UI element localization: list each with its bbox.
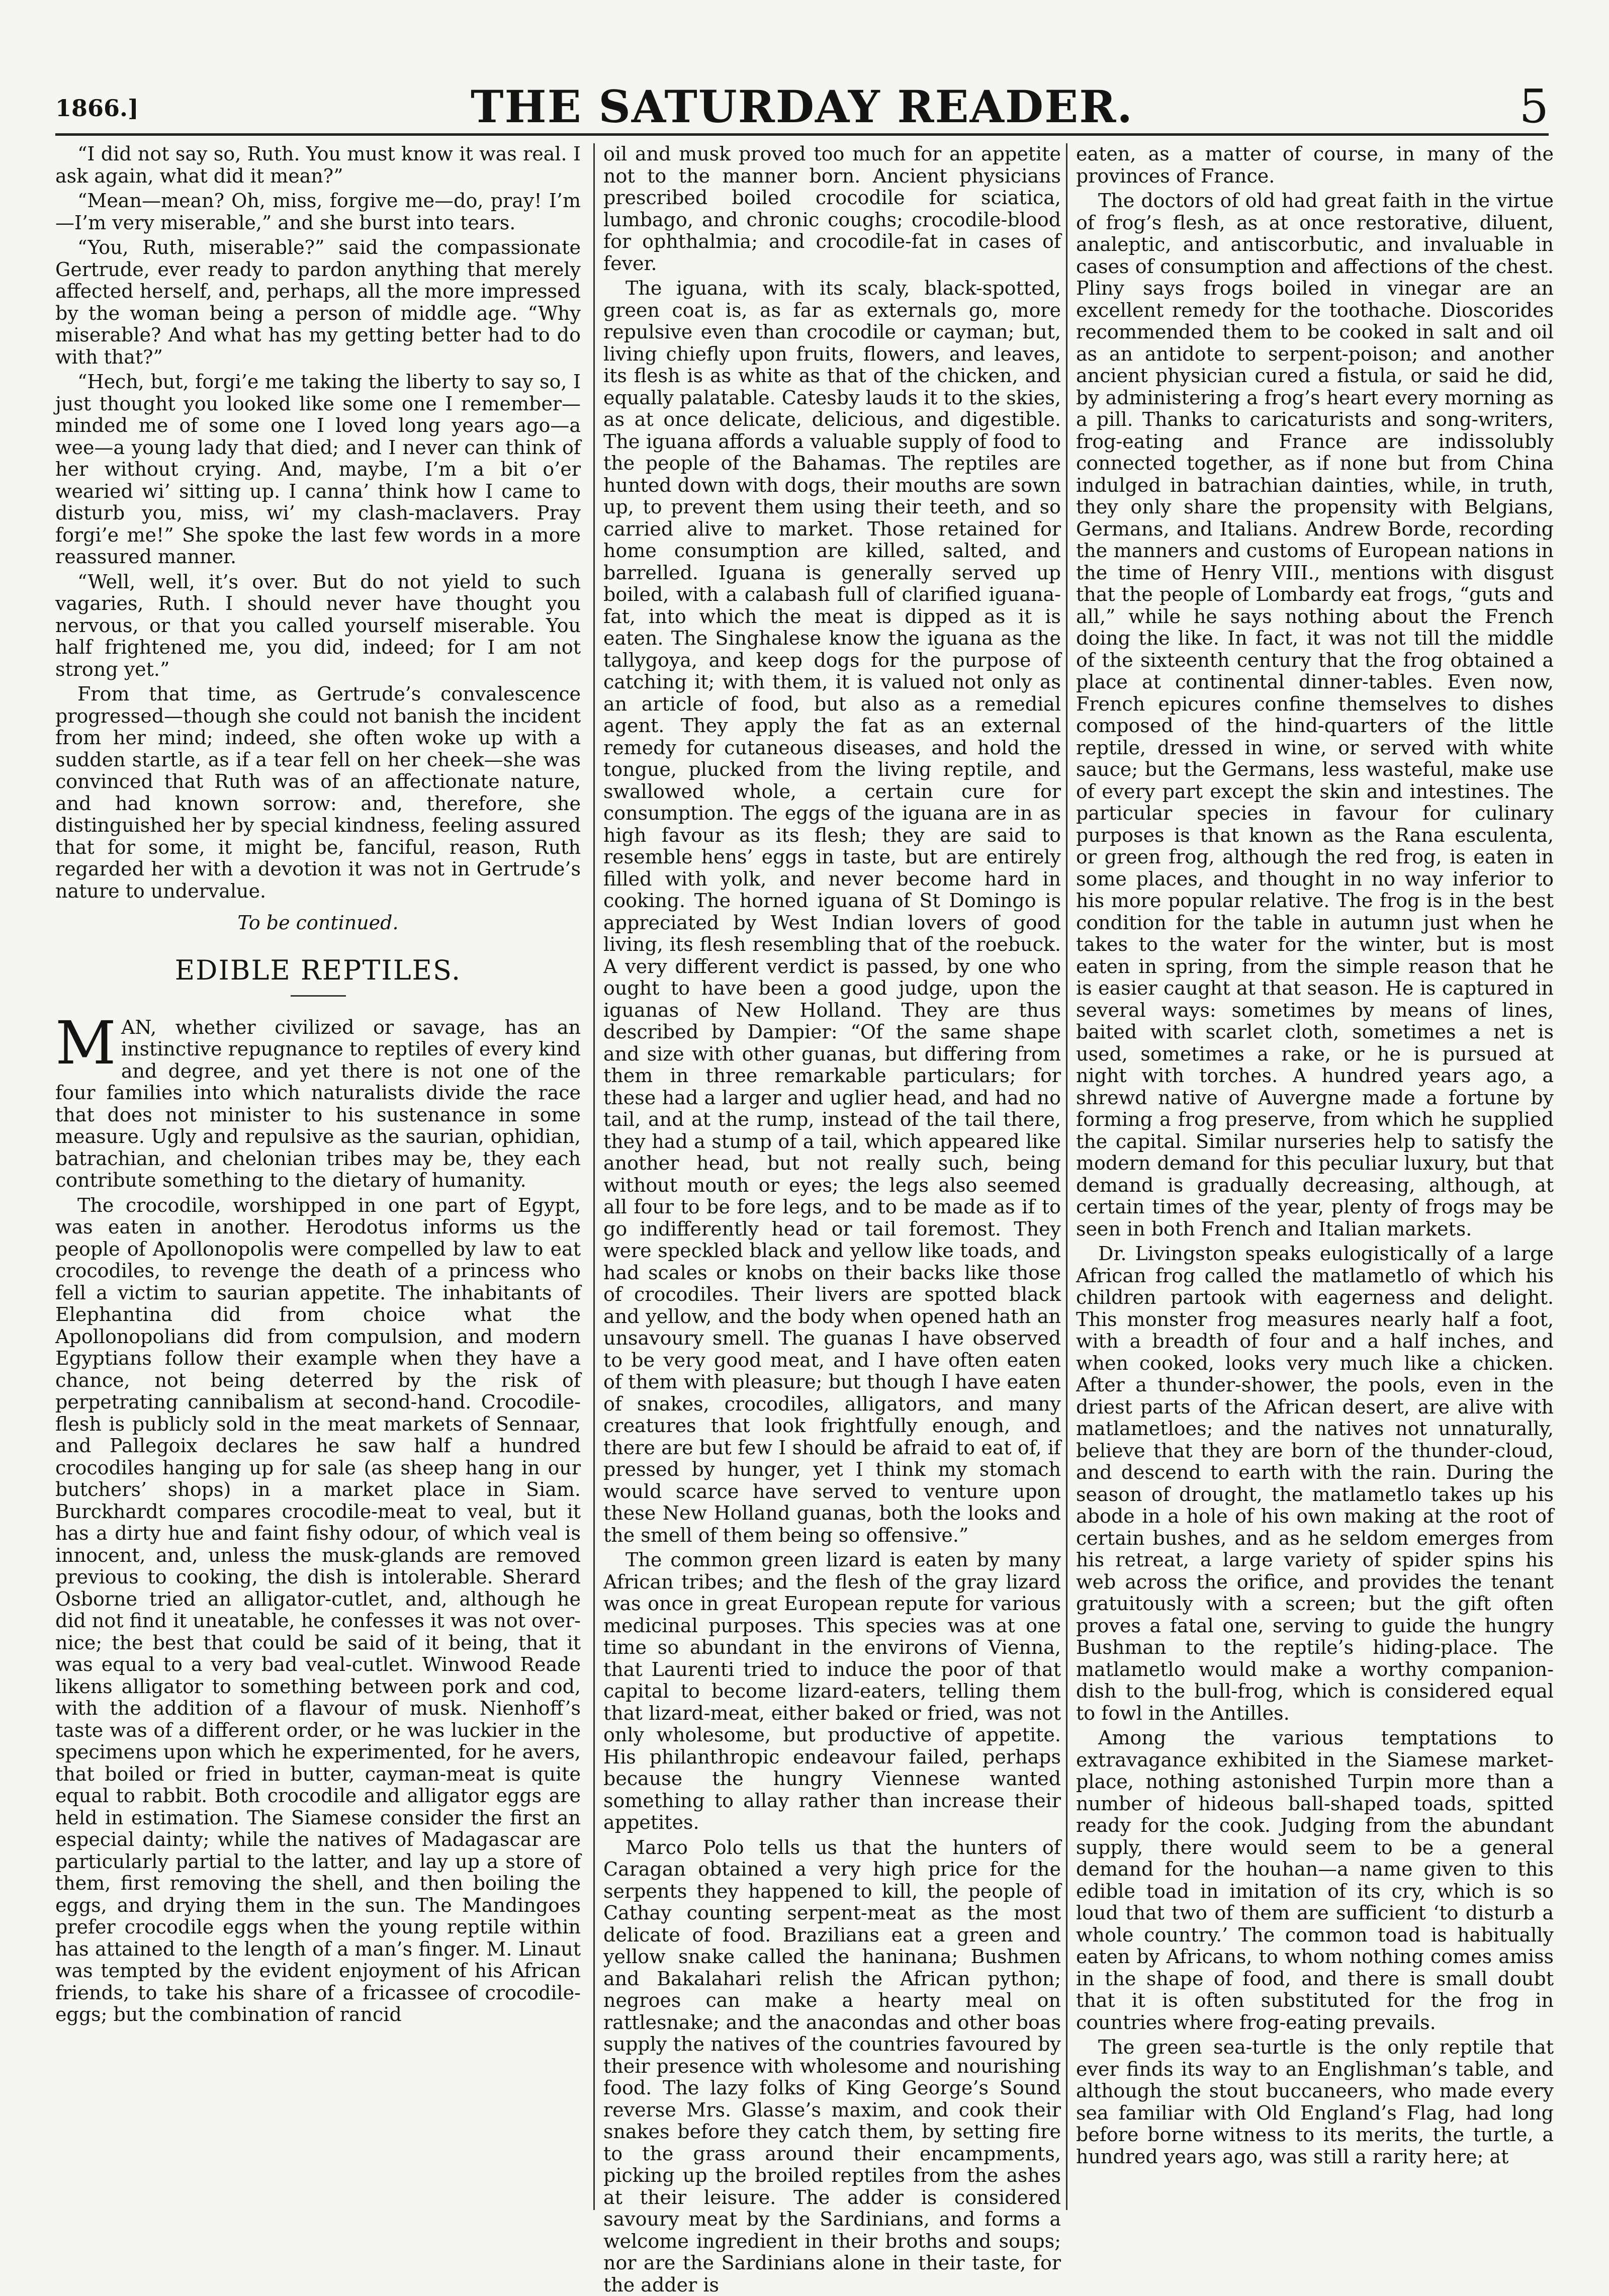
paragraph: oil and musk proved too much for an appetite not to the manner born. Ancient physicians prescribed boiled crocodile for sciatica, lumbago, and chronic coughs; crocodile-blood for ophthalmia; and crocodile-fat in cases of fever.	[603, 143, 1061, 275]
paragraph: From that time, as Gertrude’s convalescence progressed—though she could not banish the incident from her mind; indeed, she often woke up with a sudden startle, as if a tear fell on her cheek—she was convinced that Ruth was of an affectionate nature, and had known sorrow: and, therefore, she distinguished her by special kindness, feeling assured that for some, it might be, fanciful, reason, Ruth regarded her with a devotion it was not in Gertrude’s nature to undervalue.	[55, 683, 581, 902]
paragraph: The common green lizard is eaten by many African tribes; and the flesh of the gray lizard was once in great European repute for various medicinal purposes. This species was at one time so abundant in the environs of Vienna, that Laurenti tried to induce the poor of that capital to become lizard-eaters, telling them that lizard-meat, either baked or fried, was not only wholesome, but productive of appetite. His philanthropic endeavour failed, perhaps because the hungry Viennese wanted something to allay rather than increase their appetites.	[603, 1549, 1061, 1834]
paragraph: “Mean—mean? Oh, miss, forgive me—do, pray! I’m—I’m very miserable,” and she burst into tears.	[55, 190, 581, 234]
paragraph: eaten, as a matter of course, in many of the provinces of France.	[1076, 143, 1554, 187]
paragraph: “Hech, but, forgi’e me taking the liberty to say so, I just thought you looked like some one I remember—minded me of some one I loved long years ago—a wee—a young lady that died; and I never can think of her without crying. And, maybe, I’m a bit o’er wearied wi’ sitting up. I canna’ think how I came to disturb you, miss, wi’ my clash-maclavers. Pray forgi’e me!” She spoke the last few words in a more reassured manner.	[55, 371, 581, 568]
paragraph: “Well, well, it’s over. But do not yield to such vagaries, Ruth. I should never have thought you nervous, or that you called yourself miserable. You half frightened me, you did, indeed; for I am not strong yet.”	[55, 571, 581, 681]
paragraph: “I did not say so, Ruth. You must know it was real. I ask again, what did it mean?”	[55, 143, 581, 187]
publication-title: THE SATURDAY READER.	[55, 80, 1549, 133]
paragraph: Among the various temptations to extravagance exhibited in the Siamese market-place, nothing astonished Turpin more than a number of hideous ball-shaped toads, spitted ready for the cook. Judging from the abundant supply, there would seem to be a general demand for the houhan—a name given to this edible toad in imitation of its cry, which is so loud that two of them are sufficient ‘to disturb a whole country.’ The common toad is habitually eaten by Africans, to whom nothing comes amiss in the shape of food, and there is small doubt that it is often substituted for the frog in countries where frog-eating prevails.	[1076, 1727, 1554, 2034]
paragraph: The crocodile, worshipped in one part of Egypt, was eaten in another. Herodotus informs us the people of Apollonopolis were compelled by law to eat crocodiles, to revenge the death of a princess who fell a victim to saurian appetite. The inhabitants of Elephantina did from choice what the Apollonopolians did from compulsion, and modern Egyptians follow their example when they have a chance, not being deterred by the risk of perpetrating cannibalism at second-hand. Crocodile-flesh is publicly sold in the meat markets of Sennaar, and Pallegoix declares he saw half a hundred crocodiles hanging up for sale (as sheep hang in our butchers’ shops) in a market place in Siam. Burckhardt compares crocodile-meat to veal, but it has a dirty hue and faint fishy odour, of which veal is innocent, and, unless the musk-glands are removed previous to cooking, the dish is intolerable. Sherard Osborne tried an alligator-cutlet, and, although he did not find it uneatable, he confesses it was not over-nice; the best that could be said of it being, that it was equal to a very bad veal-cutlet. Winwood Reade likens alligator to something between pork and cod, with the addition of a flavour of musk. Nienhoff’s taste was of a different order, or he was luckier in the specimens upon which he experimented, for he avers, that boiled or fried in butter, cayman-meat is quite equal to rabbit. Both crocodile and alligator eggs are held in estimation. The Siamese consider the first an especial dainty; while the natives of Madagascar are particularly partial to the latter, and lay up a store of them, first removing the shell, and then boiling the eggs, and drying them in the sun. The Mandingoes prefer crocodile eggs when the young reptile within has attained to the length of a man’s finger. M. Linaut was tempted by the evident enjoyment of his African friends, to take his share of a fricassee of crocodile-eggs; but the combination of rancid	[55, 1195, 581, 2026]
paragraph: The green sea-turtle is the only reptile that ever finds its way to an Englishman’s table, and although the stout buccaneers, who made every sea familiar with Old England’s Flag, had long before borne witness to its merits, the turtle, a hundred years ago, was still a rarity here; at	[1076, 2037, 1554, 2168]
paragraph: The doctors of old had great faith in the virtue of frog’s flesh, as at once restorative, diluent, analeptic, and antiscorbutic, and invaluable in cases of consumption and affections of the chest. Pliny says frogs boiled in vinegar are an excellent remedy for the toothache. Dioscorides recommended them to be cooked in salt and oil as an antidote to serpent-poison; and another ancient physician cured a fistula, or said he did, by administering a frog’s heart every morning as a pill. Thanks to caricaturists and song-writers, frog-eating and France are indissolubly connected together, as if none but from China indulged in batrachian dainties, while, in truth, they only share the propensity with Belgians, Germans, and Italians. Andrew Borde, recording the manners and customs of European nations in the time of Henry VIII., mentions with disgust that the people of Lombardy eat frogs, “guts and all,” while he says nothing about the French doing the like. In fact, it was not till the middle of the sixteenth century that the frog obtained a place at continental dinner-tables. Even now, French epicures confine themselves to dishes composed of the hind-quarters of the little reptile, dressed in wine, or served with white sauce; but the Germans, less wasteful, make use of every part except the skin and intestines. The particular species in favour for culinary purposes is that known as the Rana esculenta, or green frog, although the red frog, is eaten in some places, and thought in no way inferior to his more popular relative. The frog is in the best condition for the table in autumn just when he takes to the water for the winter, but is most eaten in spring, from the simple reason that he is easier caught at that season. He is captured in several ways: sometimes by means of lines, baited with scarlet cloth, sometimes a net is used, sometimes a rake, or he is pursued at night with torches. A hundred years ago, a shrewd native of Auvergne made a fortune by forming a frog preserve, from which he supplied the capital. Similar nurseries help to satisfy the modern demand for this peculiar luxury, but that demand is gradually decreasing, although, at certain times of the year, plenty of frogs may be seen in both French and Italian markets.	[1076, 190, 1554, 1240]
issue-year: 1866.]	[55, 95, 139, 122]
paragraph: “You, Ruth, miserable?” said the compassionate Gertrude, ever ready to pardon anything that merely affected herself, and, perhaps, all the more impressed by the woman being a person of middle age. “Why miserable? And what has my getting better had to do with that?”	[55, 237, 581, 368]
paragraph: Dr. Livingston speaks eulogistically of a large African frog called the matlametlo of which his children partook with eagerness and delight. This monster frog measures nearly half a foot, with a breadth of four and a half inches, and when cooked, looks very much like a chicken. After a thunder-shower, the pools, even in the driest parts of the African desert, are alive with matlametloes; and the natives not unnaturally, believe that they are born of the thunder-cloud, and descend to earth with the rain. During the season of drought, the matlametlo takes up his abode in a hole of his own making at the root of certain bushes, and as he seldom emerges from his retreat, a large variety of spider spins his web across the orifice, and provides the tenant gratuitously with a screen; but the gift often proves a fatal one, serving to guide the hungry Bushman to the reptile’s hiding-place. The matlametlo would make a worthy companion-dish to the bull-frog, which is considered equal to fowl in the Antilles.	[1076, 1243, 1554, 1724]
header-rule	[55, 133, 1549, 136]
drop-cap: M	[55, 1019, 116, 1067]
masthead	[55, 75, 1549, 151]
opening-text: AN, whether civilized or savage, has an instinctive repugnance to reptiles of every kind and degree, and yet there is not one of the four families into which naturalists divide the race that does not minister to his sustenance in some measure. Ugly and repulsive as the saurian, ophidian, batrachian, and chelonian tribes may be, they each contribute something to the dietary of humanity.	[55, 1016, 581, 1192]
to-be-continued: To be continued.	[55, 912, 581, 934]
paragraph: The iguana, with its scaly, black-spotted, green coat is, as far as externals go, more repulsive even than crocodile or cayman; but, living chiefly upon fruits, flowers, and leaves, its flesh is as white as that of the chicken, and equally palatable. Catesby lauds it to the skies, as at once delicate, delicious, and digestible. The iguana affords a valuable supply of food to the people of the Bahamas. The reptiles are hunted down with dogs, their mouths are sown up, to prevent them using their teeth, and so carried alive to market. Those retained for home consumption are killed, salted, and barrelled. Iguana is generally served up boiled, with a calabash full of clarified iguana-fat, into which the meat is dipped as it is eaten. The Singhalese know the iguana as the tallygoya, and keep dogs for the purpose of catching it; with them, it is valued not only as an article of food, but also as a remedial agent. They apply the fat as an external remedy for cutaneous diseases, and hold the tongue, plucked from the living reptile, and swallowed whole, a certain cure for consumption. The eggs of the iguana are in as high favour as its flesh; they are said to resemble hens’ eggs in taste, but are entirely filled with yolk, and never become hard in cooking. The horned iguana of St Domingo is appreciated by West Indian lovers of good living, its flesh resembling that of the roebuck. A very different verdict is passed, by one who ought to have been a good judge, upon the iguanas of New Holland. They are thus described by Dampier: “Of the same shape and size with other guanas, but differing from them in three remarkable particulars; for these had a larger and uglier head, and had no tail, and at the rump, instead of the tail there, they had a stump of a tail, which appeared like another head, but not really such, being without mouth or eyes; the legs also seemed all four to be fore legs, and to be made as if to go indifferently head or tail foremost. They were speckled black and yellow like toads, and had scales or knobs on their backs like those of crocodiles. Their livers are spotted black and yellow, and the body when opened hath an unsavoury smell. The guanas I have observed to be very good meat, and I have often eaten of them with pleasure; but though I have eaten of snakes, crocodiles, alligators, and many creatures that look frightfully enough, and there are but few I should be afraid to eat of, if pressed by hunger, yet I think my stomach would scarce have served to venture upon these New Holland guanas, both the looks and the smell of them being so offensive.”	[603, 278, 1061, 1546]
title-rule	[291, 995, 346, 997]
opening-paragraph	[55, 1017, 581, 1192]
page-number: 5	[1519, 79, 1549, 133]
paragraph: Marco Polo tells us that the hunters of Caragan obtained a very high price for the serpents they happened to kill, the people of Cathay counting serpent-meat as the most delicate of food. Brazilians eat a green and yellow snake called the haninana; Bushmen and Bakalahari relish the African python; negroes can make a hearty meal on rattlesnake; and the anacondas and other boas supply the natives of the countries favoured by their presence with wholesome and nourishing food. The lazy folks of King George’s Sound reverse Mrs. Glasse’s maxim, and cook their snakes before they catch them, by setting fire to the grass around their encampments, picking up the broiled reptiles from the ashes at their leisure. The adder is considered savoury meat by the Sardinians, and forms a welcome ingredient in their broths and soups; nor are the Sardinians alone in their taste, for the adder is	[603, 1837, 1061, 2296]
column-1	[55, 143, 581, 2215]
column-2	[603, 143, 1061, 2215]
section-title: EDIBLE REPTILES.	[55, 954, 581, 986]
column-3	[1076, 143, 1554, 2215]
article-columns	[55, 143, 1554, 2215]
